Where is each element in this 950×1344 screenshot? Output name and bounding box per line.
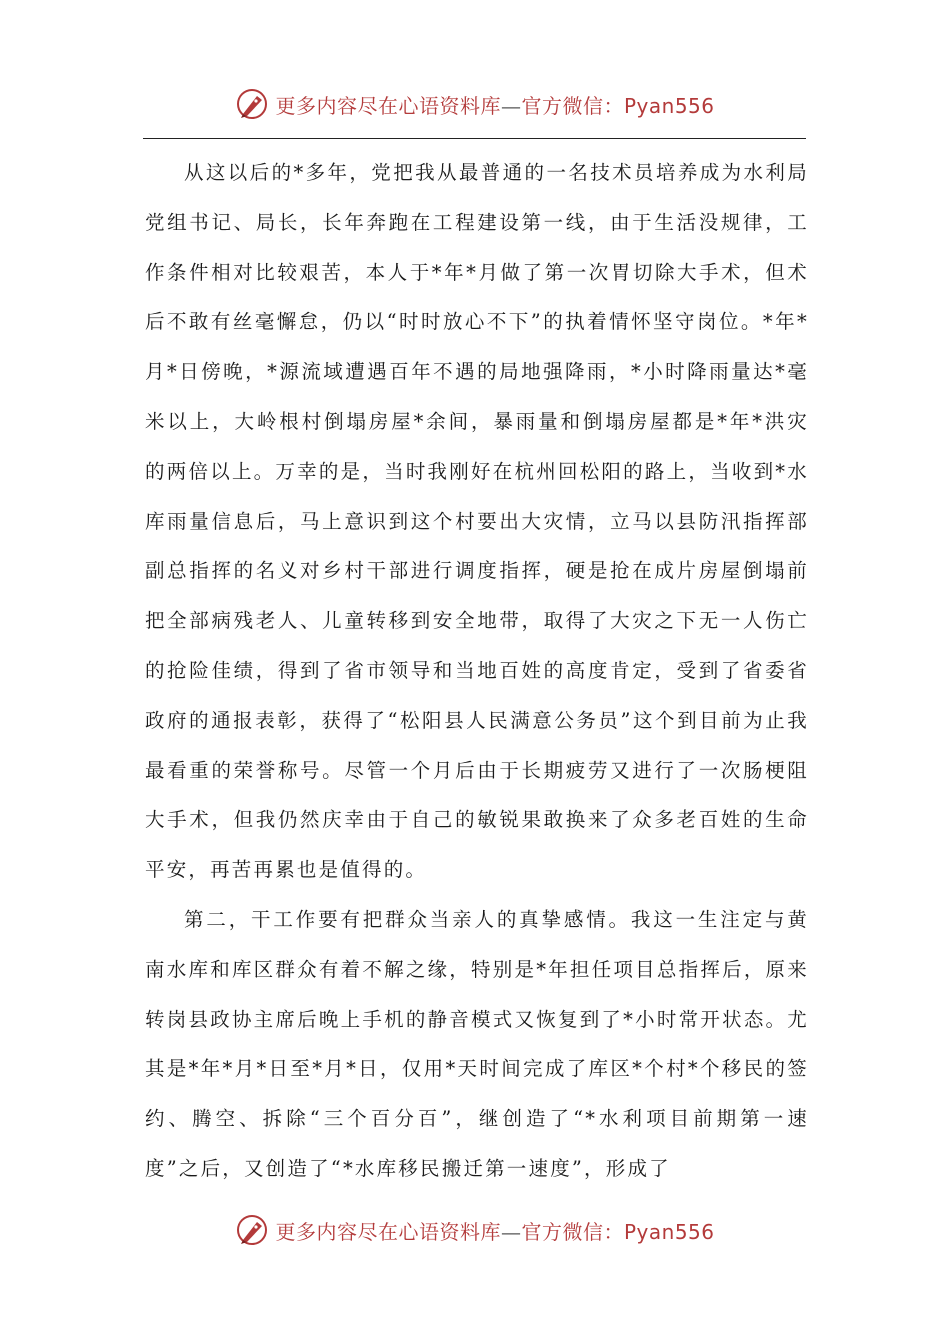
paragraph-2: 第二，干工作要有把群众当亲人的真挚感情。我这一生注定与黄南水库和库区群众有着不解之缘，特别是*年担任项目总指挥后，原来转岗县政协主席后晚上手机的静音模式又恢复到了*小时常开状态。尤其是*年*月*日至*月*日，仅用*天时间完成了库区*个村*个移民的签约、腾空、拆除“三个百分百”，继创造了“*水利项目前期第一速度”之后，又创造了“*水库移民搬迁第一速度”，形成了	[145, 907, 809, 1180]
paragraph-1: 从这以后的*多年，党把我从最普通的一名技术员培养成为水利局党组书记、局长，长年奔跑在工程建设第一线，由于生活没规律，工作条件相对比较艰苦，本人于*年*月做了第一次胃切除大手术，但术后不敢有丝毫懈怠，仍以“时时放心不下”的执着情怀坚守岗位。*年*月*日傍晚，*源流域遭遇百年不遇的局地强降雨，*小时降雨量达*毫米以上，大岭根村倒塌房屋*余间，暴雨量和倒塌房屋都是*年*洪灾的两倍以上。万幸的是，当时我刚好在杭州回松阳的路上，当收到*水库雨量信息后，马上意识到这个村要出大灾情，立马以县防汛指挥部副总指挥的名义对乡村干部进行调度指挥，硬是抢在成片房屋倒塌前把全部病残老人、儿童转移到安全地带，取得了大灾之下无一人伤亡的抢险佳绩，得到了省市领导和当地百姓的高度肯定，受到了省委省政府的通报表彰，获得了“松阳县人民满意公务员”这个到目前为止我最看重的荣誉称号。尽管一个月后由于长期疲劳又进行了一次肠梗阻大手术，但我仍然庆幸由于自己的敏锐果敢换来了众多老百姓的生命平安，再苦再累也是值得的。	[145, 161, 809, 882]
pen-nib-logo-icon	[235, 1213, 269, 1247]
header-banner-text	[275, 90, 714, 119]
footer-banner-text	[275, 1216, 714, 1245]
pen-nib-logo-icon	[235, 87, 269, 121]
footer-banner-label: 官方微信：	[521, 1219, 624, 1244]
header-banner-separator: —	[500, 93, 522, 118]
footer-banner-separator: —	[500, 1219, 522, 1244]
header-banner-main: 更多内容尽在心语资料库	[275, 93, 501, 118]
footer-banner-id: Pyan556	[623, 1219, 715, 1244]
footer-banner-main: 更多内容尽在心语资料库	[275, 1219, 501, 1244]
header-divider	[143, 138, 806, 139]
header-banner-id: Pyan556	[623, 93, 715, 118]
document-body	[145, 148, 809, 1194]
header-banner	[0, 82, 950, 126]
footer-banner	[0, 1208, 950, 1252]
header-banner-label: 官方微信：	[521, 93, 624, 118]
